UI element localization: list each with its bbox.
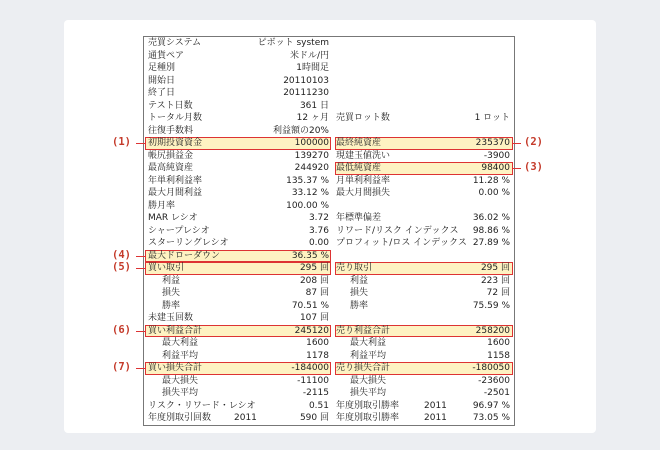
row-label: 未建玉回数 (148, 313, 194, 323)
annotation-connector (136, 368, 145, 369)
row-label: トータル月数 (148, 113, 203, 123)
row-value-right: 1158 (487, 350, 510, 361)
row-value-right: 11.28 % (472, 175, 510, 186)
row-label: リスク・リワード・レシオ (148, 400, 256, 411)
row-value-right: 72 回 (486, 288, 510, 298)
annotation-marker: (1) (112, 136, 131, 149)
row-value-right: 223 回 (480, 275, 510, 286)
table-row (144, 375, 514, 388)
row-value: ピボット system (257, 38, 329, 48)
table-row (144, 312, 514, 325)
row-value-right: -2501 (483, 388, 510, 398)
row-label-right: 最低純資産 (336, 163, 382, 173)
row-value: 利益額の20% (272, 125, 329, 136)
row-label-right: プロフィット/ロス インデックス (336, 238, 467, 248)
row-value: 1600 (306, 338, 329, 348)
row-label: 年単利利益率 (148, 175, 203, 186)
row-label-right: 損失平均 (350, 388, 387, 398)
row-label: スターリングレシオ (148, 238, 229, 248)
row-value-right: 98.86 % (472, 225, 510, 236)
table-row (144, 112, 514, 125)
table-row (144, 212, 514, 225)
table-row (144, 200, 514, 213)
row-value-right: 98400 (481, 163, 510, 173)
table-row (144, 87, 514, 100)
row-value: 135.37 % (286, 175, 329, 186)
row-value: 36.35 % (291, 250, 329, 261)
row-label-right: 利益 (350, 275, 369, 286)
row-year-right: 2011 (424, 400, 447, 411)
row-value: 70.51 % (291, 300, 329, 311)
row-label: シャープレシオ (148, 225, 210, 236)
row-label: 最大利益 (162, 338, 199, 348)
annotation-marker: (5) (112, 261, 131, 274)
row-value-right: -3900 (483, 150, 510, 161)
row-value: 1178 (306, 350, 329, 361)
row-label-right: 現建玉値洗い (336, 150, 391, 161)
row-value-right: 73.05 % (472, 413, 510, 423)
row-year: 2011 (234, 413, 257, 423)
row-value: -184000 (291, 363, 329, 373)
table-row (144, 250, 514, 263)
table-row (144, 37, 514, 50)
annotation-marker: (4) (112, 248, 131, 261)
row-value: 米ドル/円 (289, 50, 329, 61)
row-label: 最大損失 (162, 375, 199, 386)
table-row (144, 50, 514, 63)
row-value: 33.12 % (291, 188, 329, 198)
row-label-right: 年標準偏差 (336, 213, 382, 223)
row-value: 244920 (294, 163, 329, 173)
table-row (144, 300, 514, 313)
row-value: 87 回 (305, 288, 329, 298)
row-label: 足種別 (148, 63, 176, 73)
row-label: 帳尻損益金 (148, 150, 194, 161)
row-value-right: 96.97 % (472, 400, 510, 411)
row-label: 利益 (162, 275, 181, 286)
row-value: 12 ヶ月 (296, 113, 329, 123)
row-label: 損失 (162, 288, 181, 298)
table-row (144, 387, 514, 400)
table-row (144, 175, 514, 188)
annotation-connector (513, 143, 521, 144)
row-value: 1時間足 (296, 63, 329, 73)
row-value: 0.51 (308, 400, 329, 411)
row-label: 年度別取引回数 (148, 413, 212, 423)
row-label: 最大月間利益 (148, 188, 203, 198)
row-label: 往復手数料 (148, 125, 194, 136)
row-value-right: -180050 (472, 363, 510, 373)
row-label-right: 最大利益 (350, 338, 387, 348)
table-row (144, 275, 514, 288)
row-value: 208 回 (299, 275, 329, 286)
row-label: MAR レシオ (148, 213, 198, 223)
row-value-right: 36.02 % (472, 213, 510, 223)
row-label: 買い利益合計 (148, 325, 203, 336)
row-value: 3.76 (308, 225, 329, 236)
row-value-right: 258200 (475, 325, 510, 336)
row-label-right: 最大月間損失 (336, 188, 391, 198)
row-value: 20110103 (283, 75, 329, 86)
annotation-marker: (6) (112, 323, 131, 336)
table-row (144, 62, 514, 75)
row-label: テスト日数 (148, 100, 193, 111)
table-row (144, 237, 514, 250)
row-label-right: 売り利益合計 (336, 325, 391, 336)
row-value: 590 回 (299, 413, 329, 423)
row-value: 295 回 (299, 263, 329, 273)
row-label: 勝月率 (148, 200, 176, 211)
row-value: 20111230 (283, 88, 329, 98)
row-value-right: 235370 (475, 138, 510, 148)
row-label-right: 損失 (350, 288, 369, 298)
row-label: 通貨ペア (148, 50, 185, 61)
row-label: 買い損失合計 (148, 363, 203, 373)
row-label: 終了日 (148, 88, 176, 98)
row-label: 最大ドローダウン (148, 250, 221, 261)
row-value-right: 75.59 % (472, 300, 510, 311)
row-value: 107 回 (299, 313, 329, 323)
row-label: 開始日 (148, 75, 176, 86)
table-row (144, 362, 514, 375)
table-row (144, 225, 514, 238)
row-label-right: 利益平均 (350, 350, 387, 361)
row-value: -2115 (302, 388, 329, 398)
row-label: 利益平均 (162, 350, 199, 361)
table-row (144, 350, 514, 363)
row-label: 損失平均 (162, 388, 199, 398)
row-value-right: 0.00 % (478, 188, 510, 198)
row-value: 245120 (294, 325, 329, 336)
table-row (144, 150, 514, 163)
row-year-right: 2011 (424, 413, 447, 423)
row-label-right: 最終純資産 (336, 138, 382, 148)
row-label-right: 売買ロット数 (336, 113, 390, 123)
row-value: 0.00 (308, 238, 329, 248)
row-value-right: -23600 (478, 375, 510, 386)
annotation-connector (136, 143, 145, 144)
row-label: 最高純資産 (148, 163, 194, 173)
table-row (144, 75, 514, 88)
table-row (144, 137, 514, 150)
row-value: 100000 (294, 138, 329, 148)
row-label-right: 年度別取引勝率 (336, 413, 400, 423)
row-label: 勝率 (162, 300, 181, 311)
table-row (144, 337, 514, 350)
row-value-right: 295 回 (480, 263, 510, 273)
row-value: 361 日 (299, 100, 329, 111)
row-label-right: 勝率 (350, 300, 369, 311)
row-value: 3.72 (308, 213, 329, 223)
row-label-right: 売り取引 (336, 263, 373, 273)
table-row (144, 412, 514, 425)
annotation-connector (513, 168, 521, 169)
table-row (144, 162, 514, 175)
table-row (144, 325, 514, 338)
row-label-right: リワード/リスク インデックス (336, 225, 459, 236)
table-row (144, 125, 514, 138)
row-value-right: 27.89 % (472, 238, 510, 248)
row-value-right: 1 ロット (474, 113, 510, 123)
annotation-marker: (7) (112, 361, 131, 374)
row-value-right: 1600 (487, 338, 510, 348)
table-row (144, 187, 514, 200)
row-value: -11100 (297, 375, 329, 386)
table-row (144, 100, 514, 113)
row-label: 初期投資資金 (148, 138, 203, 148)
row-label: 買い取引 (148, 263, 185, 273)
table-row (144, 400, 514, 413)
row-label: 売買システム (148, 38, 202, 48)
row-value: 100.00 % (286, 200, 329, 211)
row-label-right: 年度別取引勝率 (336, 400, 400, 411)
backtest-result-table (143, 36, 515, 426)
annotation-marker: (2) (524, 136, 543, 149)
row-label-right: 売り損失合計 (336, 363, 391, 373)
table-row (144, 287, 514, 300)
row-label-right: 最大損失 (350, 375, 387, 386)
annotation-connector (136, 331, 145, 332)
annotation-marker: (3) (524, 161, 543, 174)
annotation-connector (136, 268, 145, 269)
row-value: 139270 (294, 150, 329, 161)
row-label-right: 月単利利益率 (336, 175, 391, 186)
annotation-connector (136, 256, 145, 257)
table-row (144, 262, 514, 275)
